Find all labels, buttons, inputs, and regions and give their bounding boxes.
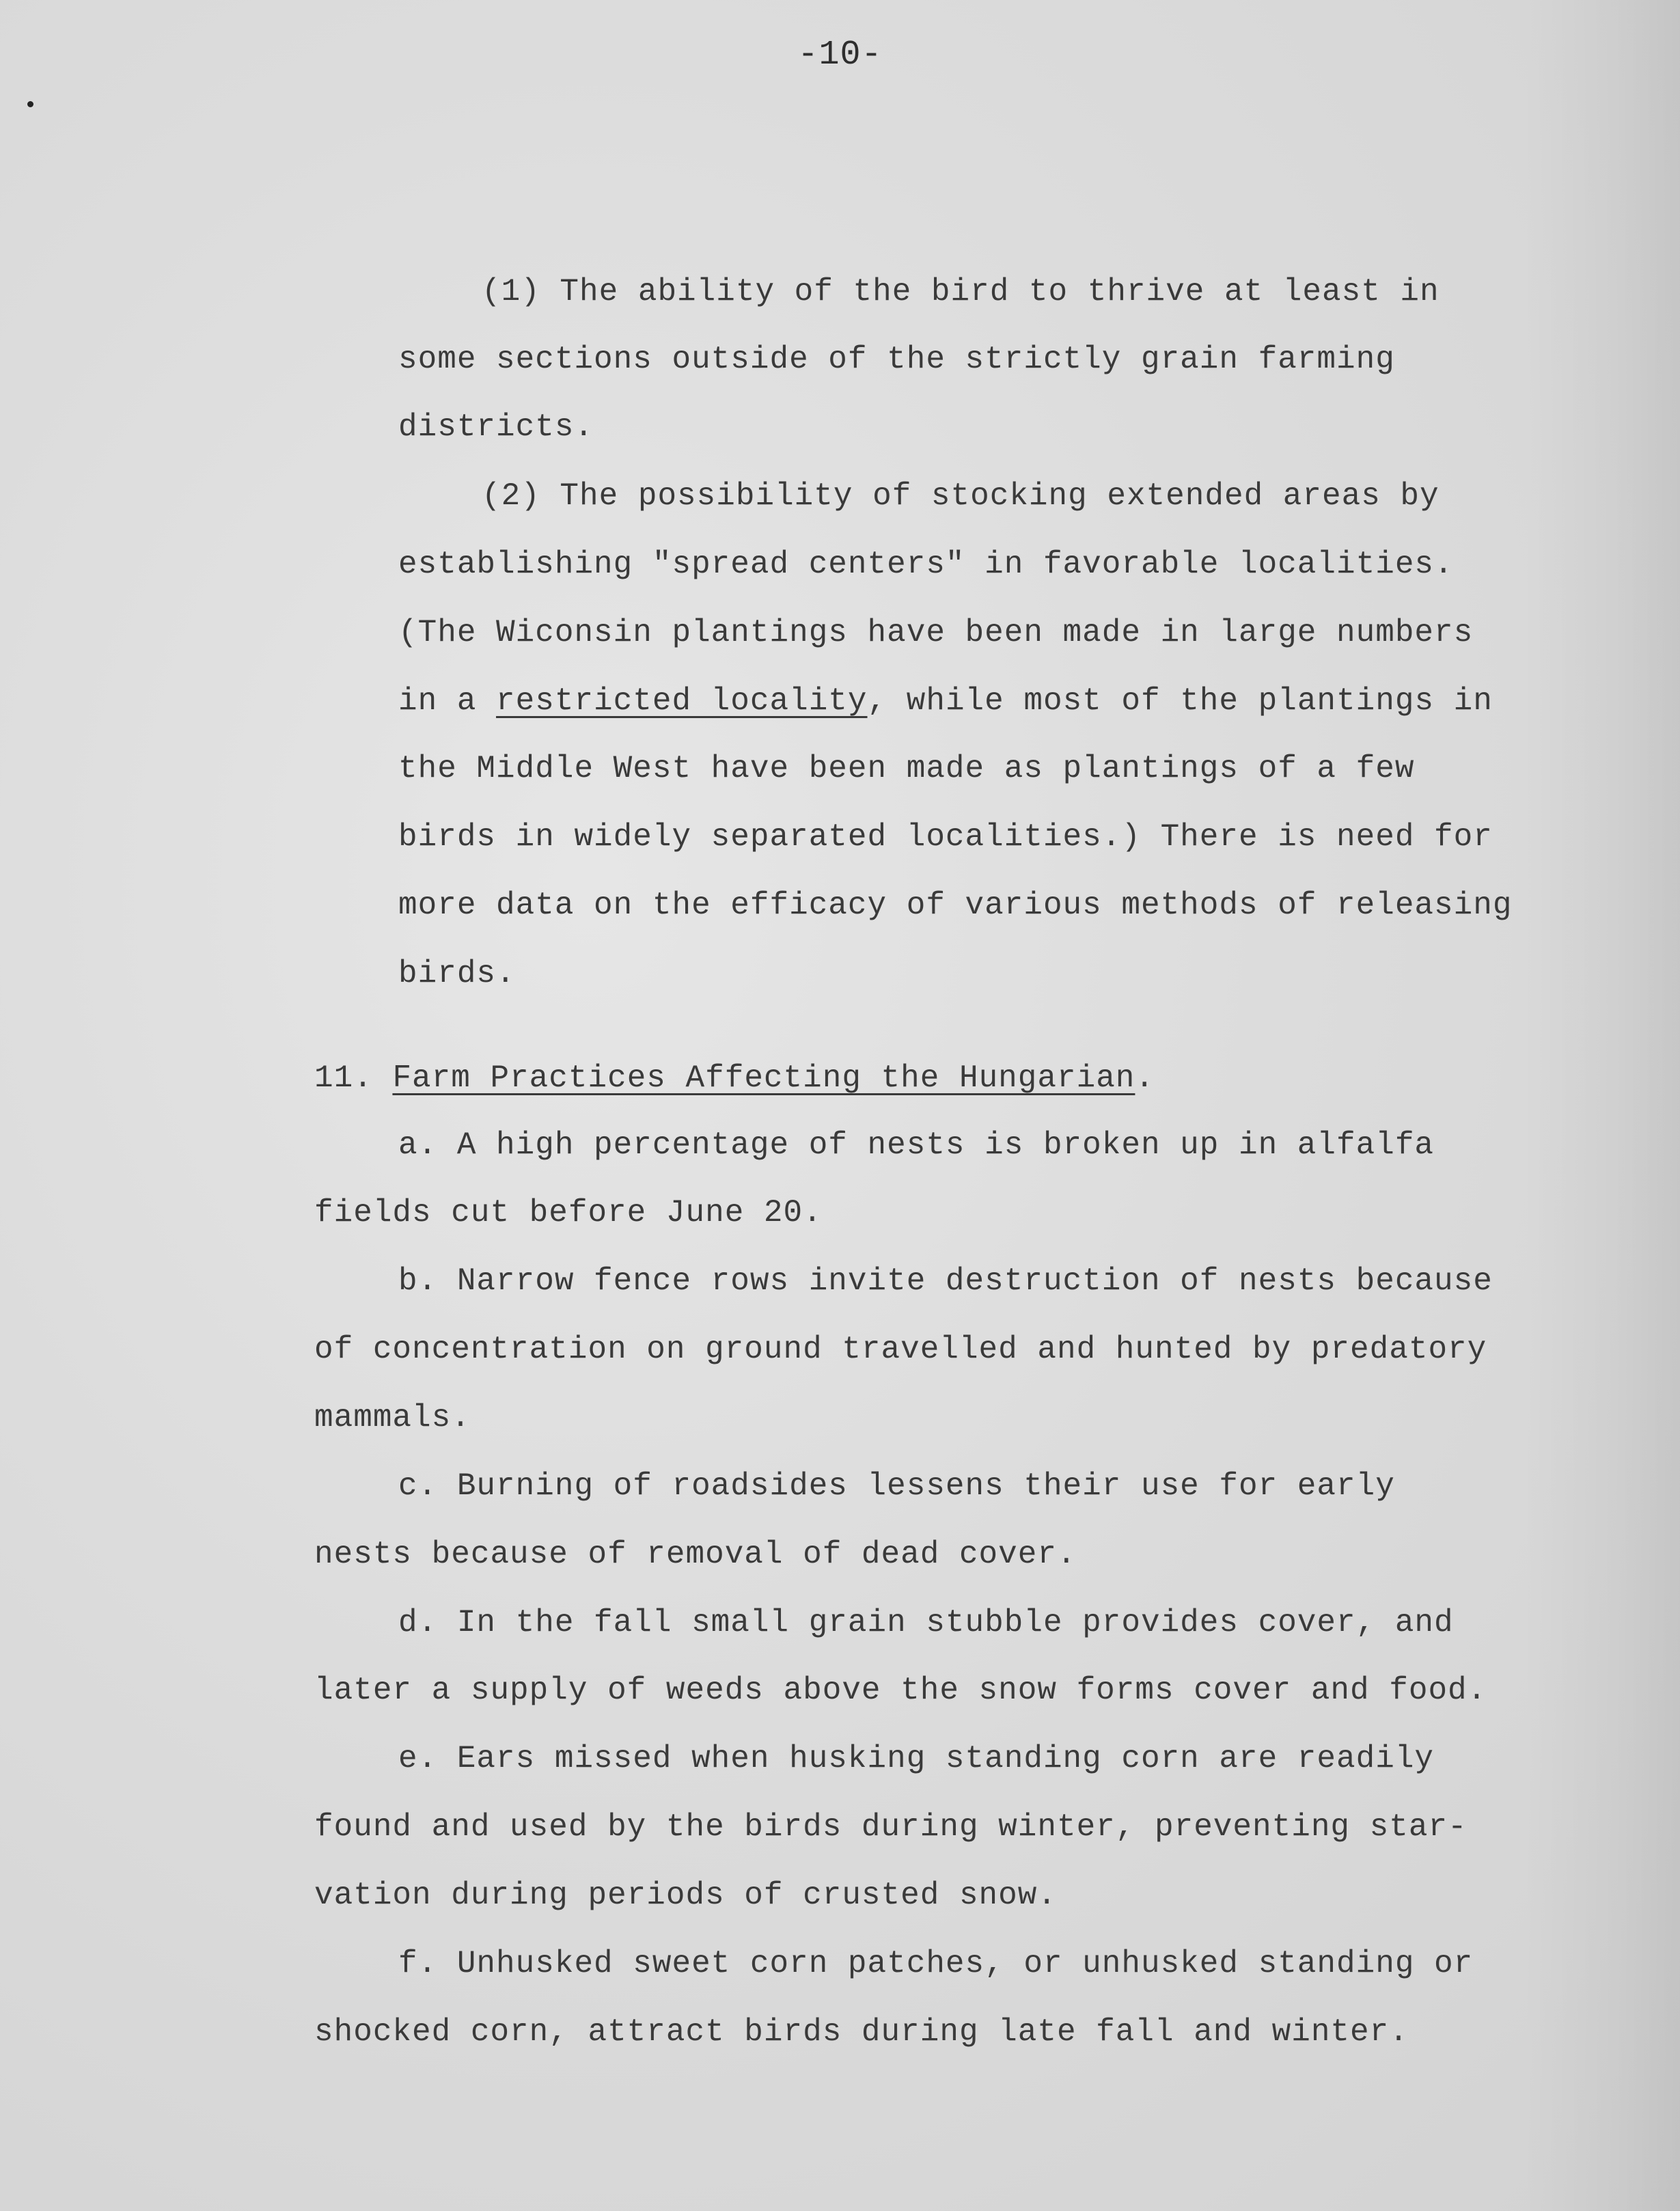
item-c-line-1: c. Burning of roadsides lessens their use for early (398, 1468, 1395, 1504)
item-d-line-1: d. In the fall small grain stubble provides cover, and (398, 1605, 1454, 1640)
para1-line-2: some sections outside of the strictly grain farming (398, 342, 1395, 377)
item-b-line-2: of concentration on ground travelled and hunted by predatory (314, 1332, 1487, 1367)
item-f-line-1: f. Unhusked sweet corn patches, or unhusked standing or (398, 1946, 1474, 1981)
section-number: 11. (314, 1060, 373, 1096)
para2-line-6: birds in widely separated localities.) There is need for (398, 819, 1493, 855)
item-e-line-3: vation during periods of crusted snow. (314, 1878, 1057, 1913)
item-c-line-2: nests because of removal of dead cover. (314, 1537, 1077, 1572)
item-a-line-1: a. A high percentage of nests is broken up in alfalfa (398, 1127, 1435, 1163)
item-f-line-2: shocked corn, attract birds during late fall and winter. (314, 2014, 1409, 2050)
para2-line-8: birds. (398, 956, 516, 991)
para1-line-1: (1) The ability of the bird to thrive at least in (482, 274, 1440, 310)
item-d-line-2: later a supply of weeds above the snow forms cover and food. (314, 1673, 1487, 1708)
item-e-line-2: found and used by the birds during winter, preventing star- (314, 1809, 1468, 1845)
para2-line-4-post: , while most of the plantings in (867, 683, 1493, 719)
section-title-period: . (1135, 1060, 1155, 1096)
para1-line-3: districts. (398, 409, 594, 445)
item-b-line-3: mammals. (314, 1400, 471, 1436)
para2-line-4 (398, 681, 1493, 721)
restricted-locality-emphasis: restricted locality (496, 683, 868, 719)
page-number: -10- (797, 36, 883, 74)
para2-line-4-pre: in a (398, 683, 497, 719)
item-a-line-2: fields cut before June 20. (314, 1195, 823, 1231)
item-b-line-1: b. Narrow fence rows invite destruction of nests because (398, 1263, 1493, 1299)
item-e-line-1: e. Ears missed when husking standing corn are readily (398, 1741, 1435, 1776)
para2-line-3: (The Wiconsin plantings have been made in large numbers (398, 615, 1474, 650)
para2-line-7: more data on the efficacy of various methods of releasing (398, 888, 1513, 923)
page-edge-shadow (1523, 0, 1680, 2211)
para2-line-5: the Middle West have been made as plantings of a few (398, 751, 1415, 786)
ink-speck (27, 101, 33, 107)
section-title: Farm Practices Affecting the Hungarian (392, 1060, 1135, 1096)
para2-line-2: establishing "spread centers" in favorable localities. (398, 547, 1454, 582)
section-11-heading (314, 1058, 1155, 1098)
para2-line-1: (2) The possibility of stocking extended areas by (482, 478, 1440, 514)
